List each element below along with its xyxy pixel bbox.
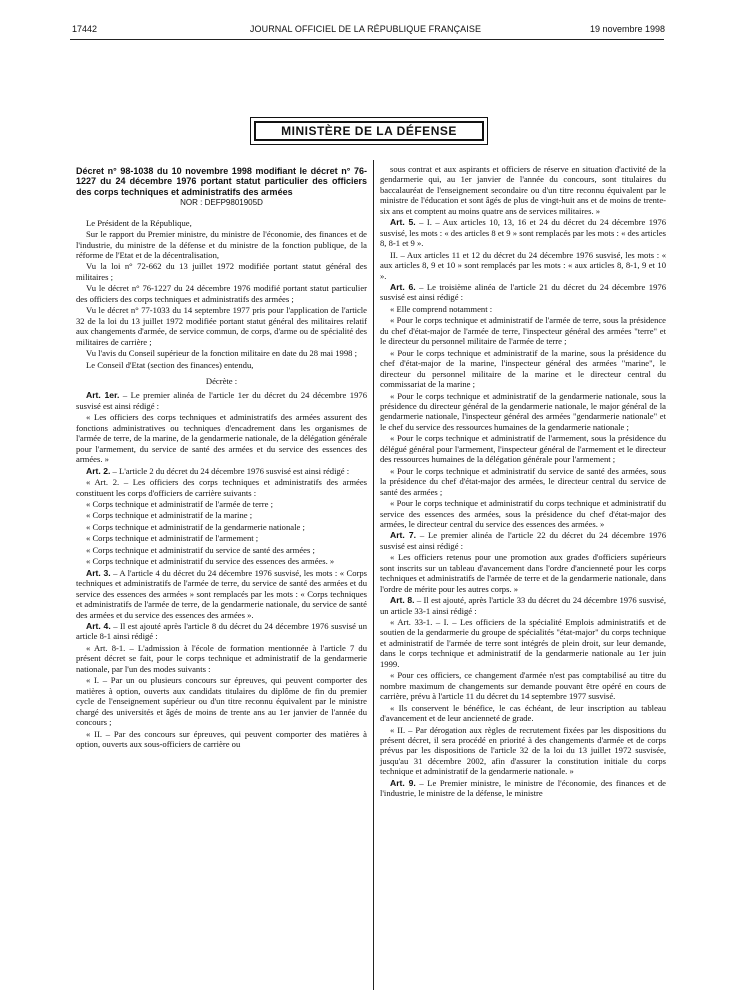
left-column — [76, 166, 367, 750]
preamble-paragraph: Le Président de la République, — [86, 217, 192, 228]
right-column — [380, 164, 666, 800]
article-body: « Les officiers des corps techniques et administratifs des armées assurent des fonctions administratives ou techniques d'encadrement dans les organismes de l'armée de terre, de la marine, de la gendarmerie nationale, de la délégation générale pour l'armement, du service de santé des armées et du service des essences des armées. » — [76, 412, 367, 465]
preamble — [76, 218, 367, 370]
article-body: – Le premier alinéa de l'article 22 du décret du 24 décembre 1976 susvisé est ainsi rédigé : — [380, 530, 666, 551]
article-body: « I. – Par un ou plusieurs concours sur épreuves, qui peuvent comporter des matières à option, ouverts aux candidats titulaires du diplôme de fin du premier cycle de l'enseignement supérieur ou d'un titre reconnu équivalent par le ministre chargé des universités et âgés de moins de trente ans au 1er janvier de l'année du concours ; — [76, 675, 367, 728]
article-body: – Le troisième alinéa de l'article 21 du décret du 24 décembre 1976 susvisé est ainsi rédigé : — [380, 281, 666, 303]
article-text — [76, 675, 367, 727]
article-label: Art. 2. — [86, 465, 111, 476]
article-text — [380, 433, 666, 464]
article-body: « Corps technique et administratif du service des essences des armées. » — [86, 556, 335, 567]
article-text — [76, 556, 367, 566]
article-text — [380, 617, 666, 669]
article-body: – A l'article 4 du décret du 24 décembre 1976 susvisé, les mots : « Corps techniques et administratifs de l'armée de terre, du service de santé des armées et du service des essences des armées » sont remplacés par les mots : « Corps techniques et administratifs de l'armée de terre, de la gendarmerie nationale, du service de santé des armées et du service des essences des armées ». — [76, 567, 367, 620]
page-number: 17442 — [72, 24, 98, 34]
article-text — [76, 729, 367, 750]
article-paragraph — [380, 217, 666, 248]
preamble-paragraph: Sur le rapport du Premier ministre, du ministre de l'économie, des finances et de l'industrie, du ministre de la défense et du ministre de la fonction publique, de la réforme de l'Etat et de la décentralisation, — [76, 229, 367, 261]
article-text — [76, 510, 367, 520]
article-text — [380, 552, 666, 594]
article-body: « Les officiers retenus pour une promotion aux grades d'officiers supérieurs sont inscrits sur un tableau d'avancement dans l'ordre d'ancienneté pour les corps techniques et administratifs de l'armée de terre et de la gendarmerie nationale, dans l'ordre de mérite pour les autres corps. » — [380, 552, 666, 594]
preamble-paragraph: Vu la loi n° 72-662 du 13 juillet 1972 modifiée portant statut général des militaires ; — [76, 261, 367, 282]
article-text — [76, 412, 367, 464]
preamble-paragraph: Vu l'avis du Conseil supérieur de la fonction militaire en date du 28 mai 1998 ; — [86, 348, 357, 359]
article-label: Art. 4. — [86, 620, 111, 631]
article-text — [380, 304, 666, 314]
decree-title: Décret n° 98-1038 du 10 novembre 1998 modifiant le décret n° 76-1227 du 24 décembre 1976 portant statut particulier des officiers des corps techniques et administratifs des armées — [76, 166, 367, 197]
ministry-box — [250, 117, 488, 145]
article-label: Art. 6. — [390, 281, 416, 292]
article-body: « Ils conservent le bénéfice, le cas échéant, de leur inscription au tableau d'avancement et de leur ancienneté de grade. — [380, 702, 666, 724]
article-body: « Corps technique et administratif de la marine ; — [86, 510, 253, 521]
article-text — [76, 499, 367, 509]
article-body: – I. – Aux articles 10, 13, 16 et 24 du décret du 24 décembre 1976 susvisé, les mots : « des articles 8 et 9 » sont remplacés par les mots : « des articles 8, 8-1 et 9 ». — [380, 217, 666, 249]
article-label: Art. 1er. — [86, 390, 120, 401]
article-paragraph — [380, 778, 666, 799]
article-body: « Pour le corps technique et administratif du service de santé des armées, sous la présidence du chef d'état-major des armées, le directeur central du service de santé des armées ; — [380, 465, 666, 497]
article-body: « Pour le corps technique et administratif de l'armée de terre, sous la présidence du chef d'état-major de l'armée de terre, l'inspecteur général des armées "terre" et le directeur du personnel militaire de l'armée de terre ; — [380, 315, 666, 347]
article-paragraph — [76, 466, 367, 476]
article-body: « II. – Par dérogation aux règles de recrutement fixées par les dispositions du présent décret, il sera procédé en priorité à des changements d'armée et de corps prévus par les dispositions de l'article 32 de la loi du 13 juillet 1972 susvisée, jusqu'au 31 décembre 2002, afin d'assurer la constitution initiale du corps technique et administratif de la gendarmerie nationale. » — [380, 724, 666, 777]
article-text — [76, 545, 367, 555]
article-paragraph — [380, 530, 666, 551]
article-body: « Pour le corps technique et administratif de la gendarmerie nationale, sous la présidence du directeur général de la gendarmerie nationale, le major général de la gendarmerie nationale, l'inspecteur général des armées "gendarmerie nationale" et le chef du service des ressources humaines de la gendarmerie nationale ; — [380, 390, 666, 432]
article-text — [380, 315, 666, 346]
article-body: « Corps technique et administratif de l'armée de terre ; — [86, 499, 273, 509]
article-paragraph — [76, 621, 367, 642]
article-text — [380, 725, 666, 777]
article-body: « Corps technique et administratif de la gendarmerie nationale ; — [86, 521, 305, 532]
decrete-heading: Décrète : — [205, 376, 238, 387]
article-body: – Le Premier ministre, le ministre de l'économie, des finances et de l'industrie, le ministre de la défense, le ministre — [380, 777, 667, 799]
preamble-paragraph: Vu le décret n° 76-1227 du 24 décembre 1976 modifié portant statut particulier des officiers des corps techniques et administratifs des armées ; — [76, 283, 367, 304]
article-label: Art. 5. — [390, 217, 416, 228]
article-paragraph — [380, 282, 666, 303]
article-text — [380, 466, 666, 497]
article-paragraph — [76, 390, 367, 411]
article-body: « Pour le corps technique et administratif du corps technique et administratif du service des essences des armées, sous la présidence du chef d'état-major des armées, le directeur central du service des essences des armées. » — [380, 498, 666, 529]
article-paragraph — [380, 595, 666, 616]
article-text — [76, 643, 367, 674]
article-text — [380, 670, 666, 701]
article-body: « Elle comprend notamment : — [390, 303, 493, 314]
article-body: « Pour le corps technique et administratif de l'armement, sous la présidence du délégué général pour l'armement, l'inspecteur général de l'armement et le directeur des ressources humaines de la délégation générale pour l'armement ; — [380, 433, 666, 465]
nor-reference: NOR : DEFP9801905D — [180, 198, 263, 208]
article-text — [380, 391, 666, 433]
preamble-paragraph: Vu le décret n° 77-1033 du 14 septembre 1977 pris pour l'application de l'article 32 de la loi du 13 juillet 1972 modifiée portant statut général des militaires relatif aux changements d'armée, de service commun, de corps, d'arme ou de spécialité des militaires de carrière ; — [76, 305, 367, 347]
ministry-heading: MINISTÈRE DE LA DÉFENSE — [254, 121, 484, 141]
article-body: « Art. 2. – Les officiers des corps techniques et administratifs des armées constituent les corps d'officiers de carrière suivants : — [76, 477, 367, 498]
article-body: – L'article 2 du décret du 24 décembre 1976 susvisé est ainsi rédigé : — [110, 465, 350, 476]
article-text — [76, 522, 367, 532]
article-text — [380, 348, 666, 390]
article-body: – Il est ajouté, après l'article 33 du décret du 24 décembre 1976 susvisé, un article 33-1 ainsi rédigé : — [380, 595, 666, 616]
article-text — [76, 533, 367, 543]
article-body: « Pour ces officiers, ce changement d'armée n'est pas comptabilisé au titre du nombre maximum de changements sur demande pouvant être opéré en cours de carrière, prévu à l'article 11 du décret du 14 septembre 1977 susvisé. — [380, 670, 666, 702]
issue-date: 19 novembre 1998 — [589, 24, 665, 34]
journal-title: JOURNAL OFFICIEL DE LA RÉPUBLIQUE FRANÇAISE — [249, 24, 482, 34]
article-body: « Art. 33-1. – I. – Les officiers de la spécialité Emplois administratifs et de soutien de la gendarmerie du groupe de spécialités "état-major" du corps technique et administratif de l'armée de terre sont intégrés de plein droit, sur leur demande, dans le corps technique et administratif de la gendarmerie nationale au 1er juin 1999. — [380, 617, 666, 669]
right-articles — [380, 164, 666, 799]
article-body: « Pour le corps technique et administratif de la marine, sous la présidence du chef d'état-major de la marine, l'inspecteur général des armées "marine", le directeur du personnel militaire de la marine et le directeur central du commissariat de la marine ; — [380, 347, 666, 390]
article-body: sous contrat et aux aspirants et officiers de réserve en situation d'activité de la gendarmerie qui, au 1er janvier de l'année du concours, sont titulaires du baccalauréat de l'enseignement secondaire ou d'un titre reconnu équivalent par le ministre de l'éducation et sont âgés de plus de vingt-huit ans et de moins de trente-six ans et comptent au moins quatre ans de services militaires. » — [380, 164, 666, 216]
article-label: Art. 8. — [390, 595, 415, 606]
article-paragraph — [76, 568, 367, 620]
article-body: II. – Aux articles 11 et 12 du décret du 24 décembre 1976 susvisé, les mots : « aux articles 8, 9 et 10 » sont remplacés par les mots : « aux articles 8, 8-1, 9 et 10 ». — [380, 249, 666, 281]
header-rule — [70, 39, 664, 40]
article-text — [380, 250, 666, 281]
column-divider — [373, 160, 374, 990]
article-body: « Corps technique et administratif de l'armement ; — [86, 533, 259, 544]
article-body: « Corps technique et administratif du service de santé des armées ; — [86, 544, 315, 555]
preamble-paragraph: Le Conseil d'Etat (section des finances) entendu, — [86, 359, 254, 370]
article-body: « II. – Par des concours sur épreuves, qui peuvent comporter des matières à option, ouverts aux sous-officiers de carrière ou — [76, 728, 367, 749]
article-label: Art. 3. — [86, 567, 111, 578]
article-body: – Il est ajouté après l'article 8 du décret du 24 décembre 1976 susvisé un article 8-1 ainsi rédigé : — [76, 620, 367, 642]
article-body: « Art. 8-1. – L'admission à l'école de formation mentionnée à l'article 7 du présent décret se fait, pour le corps technique et administratif de la gendarmerie nationale, par l'un des modes suivants : — [76, 642, 367, 674]
article-text — [380, 164, 666, 216]
left-articles — [76, 390, 367, 749]
article-label: Art. 9. — [390, 777, 416, 788]
article-label: Art. 7. — [390, 530, 417, 541]
article-text — [380, 498, 666, 529]
article-text — [380, 703, 666, 724]
article-body: – Le premier alinéa de l'article 1er du décret du 24 décembre 1976 susvisé est ainsi rédigé : — [76, 390, 367, 411]
article-text — [76, 477, 367, 498]
